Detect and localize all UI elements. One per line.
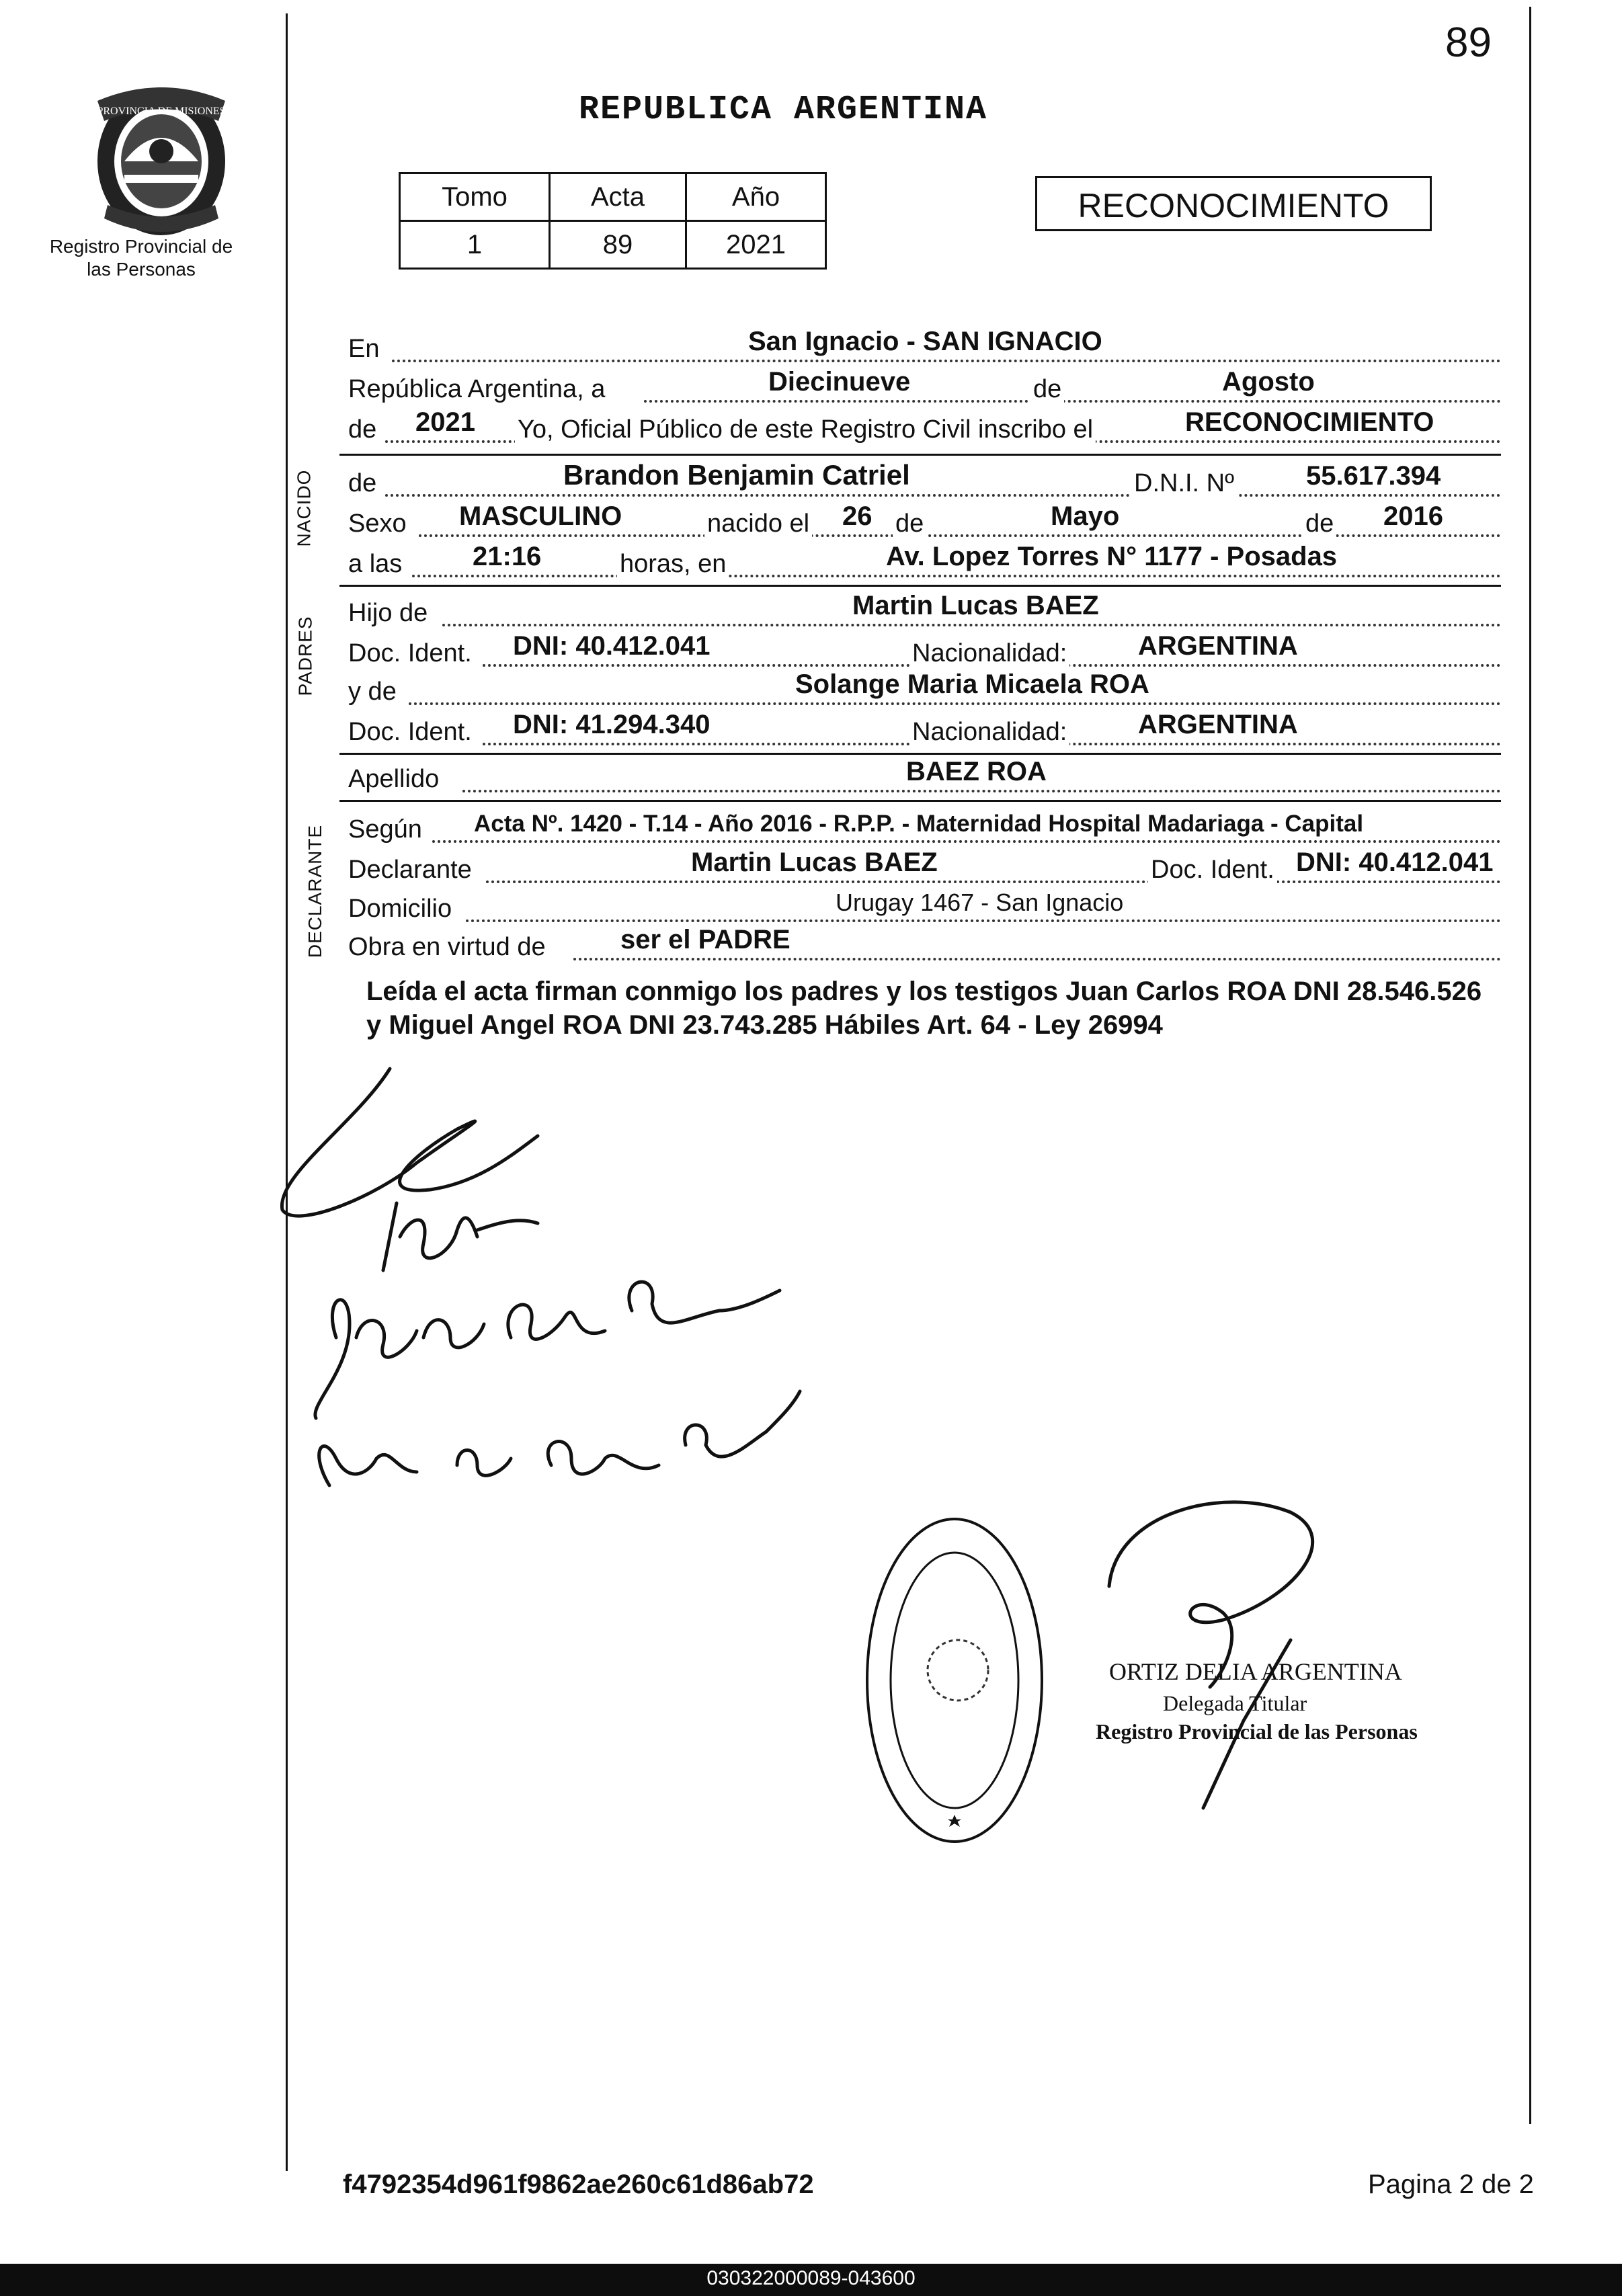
label-segun: Según: [348, 815, 422, 844]
divider-nacido-top: [339, 454, 1501, 456]
official-oval-seal-icon: [854, 1506, 1055, 1855]
side-label-nacido: NACIDO: [293, 469, 315, 547]
value-padre: Martin Lucas BAEZ: [852, 591, 1099, 620]
value-dia-nac: 26: [842, 501, 873, 531]
svg-text:PROVINCIA DE MISIONES: PROVINCIA DE MISIONES: [97, 106, 226, 117]
value-obra: ser el PADRE: [620, 925, 790, 954]
stamp-title: Delegada Titular: [1163, 1691, 1307, 1715]
side-label-declarante: DECLARANTE: [305, 824, 326, 958]
label-nacionalidad-2: Nacionalidad:: [909, 718, 1069, 747]
divider-apellido-top: [339, 753, 1501, 755]
page-number: 89: [1445, 19, 1492, 66]
row-segun: [348, 807, 1501, 847]
row-en: [348, 326, 1501, 366]
signature-2-icon: [383, 1203, 538, 1270]
pagination: Pagina 2 de 2: [1368, 2170, 1534, 2199]
row-obra: [348, 924, 1501, 965]
label-de-name: de: [348, 469, 377, 497]
label-horas-en: horas, en: [617, 550, 729, 579]
registro-provincial-label: Registro Provincial de las Personas: [49, 236, 233, 280]
value-madre-doc: DNI: 41.294.340: [513, 710, 711, 739]
divider-declarante-top: [339, 800, 1501, 802]
row-apellido: [348, 756, 1501, 796]
footer-code: 030322000089-043600: [706, 2267, 916, 2289]
label-declarante: Declarante: [348, 856, 472, 884]
label-en: En: [348, 335, 380, 363]
acta-type-box: RECONOCIMIENTO: [1035, 176, 1432, 231]
document-hash: f4792354d961f9862ae260c61d86ab72: [343, 2170, 814, 2199]
table-header-tomo: Tomo: [400, 173, 550, 221]
row-declarante: [348, 847, 1501, 887]
signatures-scribbles: [255, 1055, 995, 1526]
value-declarante-doc: DNI: 40.412.041: [1296, 848, 1494, 877]
value-padre-doc: DNI: 40.412.041: [513, 631, 711, 661]
label-a-las: a las: [348, 550, 403, 578]
value-anio-nac: 2016: [1383, 501, 1443, 531]
label-dni: D.N.I. Nº: [1131, 469, 1237, 498]
value-padre-nac: ARGENTINA: [1138, 631, 1298, 661]
label-nacionalidad-1: Nacionalidad:: [909, 639, 1069, 668]
document-title: REPUBLICA ARGENTINA: [578, 91, 988, 129]
value-anio: 2021: [415, 407, 475, 437]
value-dia: Diecinueve: [768, 367, 911, 397]
value-apellido: BAEZ ROA: [906, 757, 1047, 786]
label-republica: República Argentina, a: [348, 375, 606, 403]
label-y-de: y de: [348, 678, 397, 706]
stamp-registry: Registro Provincial de las Personas: [1096, 1719, 1418, 1744]
value-madre: Solange Maria Micaela ROA: [795, 669, 1149, 699]
side-label-padres: PADRES: [294, 616, 316, 696]
value-mes: Agosto: [1222, 367, 1315, 397]
row-anio: [348, 407, 1501, 447]
label-obra: Obra en virtud de: [348, 933, 546, 961]
row-hora: [348, 541, 1501, 581]
label-doc-ident-1: Doc. Ident.: [348, 639, 472, 667]
signature-3-icon: [315, 1282, 780, 1418]
row-madre-doc: [348, 709, 1501, 749]
value-tipo: RECONOCIMIENTO: [1185, 407, 1434, 437]
right-margin-line: [1529, 7, 1531, 2124]
signature-4-icon: [319, 1391, 800, 1485]
row-sexo: [348, 501, 1501, 541]
row-nombre: [348, 460, 1501, 501]
signature-1-icon: [282, 1069, 538, 1216]
table-header-acta: Acta: [550, 173, 686, 221]
closing-statement: Leída el acta firman conmigo los padres y los testigos Juan Carlos ROA DNI 28.546.526 y Miguel Angel ROA DNI 23.743.285 Hábiles Art. 64 - Ley 26994: [366, 977, 1482, 1040]
row-domicilio: [348, 886, 1501, 926]
value-lugar-nac: Av. Lopez Torres N° 1177 - Posadas: [886, 542, 1338, 571]
row-republica: [348, 366, 1501, 407]
value-domicilio: Urugay 1467 - San Ignacio: [836, 889, 1124, 916]
value-nombre: Brandon Benjamin Catriel: [563, 459, 910, 491]
stamp-name: ORTIZ DELIA ARGENTINA: [1109, 1658, 1402, 1685]
label-de-day: de: [893, 509, 926, 538]
table-header-anio: Año: [686, 173, 826, 221]
delegate-signature-icon: [1089, 1485, 1425, 1821]
label-doc-ident-decl: Doc. Ident.: [1148, 856, 1277, 885]
table-value-tomo: 1: [400, 221, 550, 269]
row-hijo-de: [348, 590, 1501, 630]
row-y-de: [348, 669, 1501, 709]
label-de-month: de: [1030, 375, 1064, 404]
row-padre-doc: [348, 630, 1501, 671]
value-hora: 21:16: [473, 542, 542, 571]
value-declarante: Martin Lucas BAEZ: [691, 848, 938, 877]
value-sexo: MASCULINO: [459, 501, 622, 531]
label-de-year: de: [348, 415, 377, 444]
table-value-acta: 89: [550, 221, 686, 269]
label-apellido: Apellido: [348, 765, 440, 793]
table-value-anio: 2021: [686, 221, 826, 269]
provincia-misiones-seal-icon: [84, 74, 239, 242]
value-madre-nac: ARGENTINA: [1138, 710, 1298, 739]
label-yo-oficial: Yo, Oficial Público de este Registro Civil inscribo el: [515, 415, 1096, 444]
divider-padres-top: [339, 585, 1501, 587]
label-nacido-el: nacido el: [704, 509, 812, 538]
label-sexo: Sexo: [348, 509, 407, 538]
value-lugar: San Ignacio - SAN IGNACIO: [748, 327, 1102, 356]
value-mes-nac: Mayo: [1051, 501, 1120, 531]
label-hijo-de: Hijo de: [348, 599, 428, 627]
value-dni: 55.617.394: [1306, 461, 1441, 491]
label-de-birthyear: de: [1303, 509, 1336, 538]
label-doc-ident-2: Doc. Ident.: [348, 718, 472, 746]
value-segun: Acta Nº. 1420 - T.14 - Año 2016 - R.P.P. - Maternidad Hospital Madariaga - Capital: [474, 811, 1364, 837]
label-domicilio: Domicilio: [348, 895, 452, 923]
tomo-acta-anio-table: [399, 172, 827, 270]
